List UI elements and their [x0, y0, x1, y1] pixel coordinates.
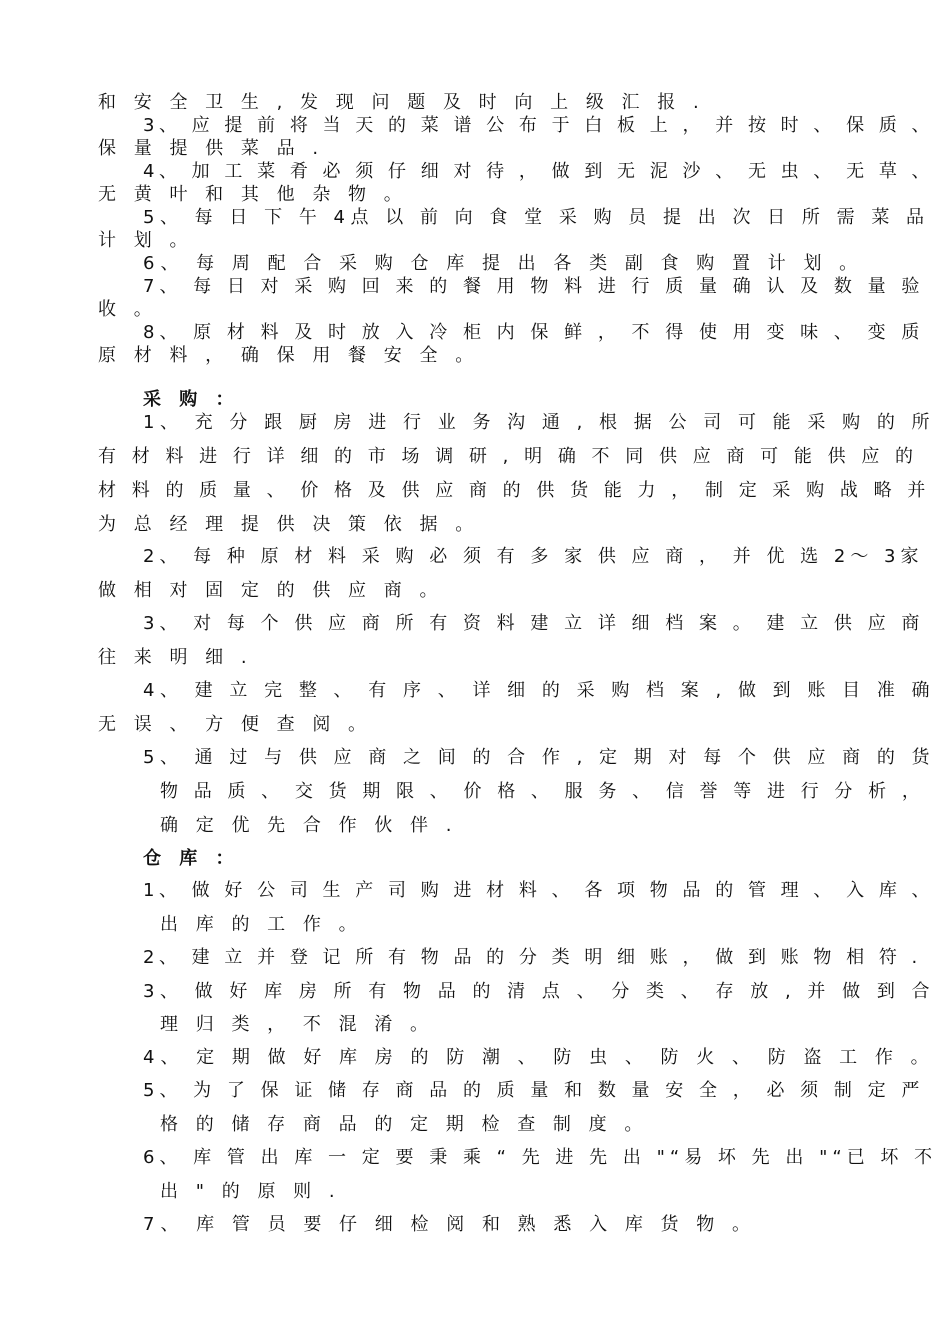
- kitchen-item-4-cont: 无 黄 叶 和 其 他 杂 物 。: [98, 184, 408, 205]
- purchasing-item-5: 5、 通 过 与 供 应 商 之 间 的 合 作 , 定 期 对 每 个 供 应 商 的 货: [143, 747, 936, 768]
- warehouse-item-1: 1、 做 好 公 司 生 产 司 购 进 材 料 、 各 项 物 品 的 管 理 、 入 库 、: [143, 880, 935, 901]
- warehouse-heading: 仓 库 ：: [143, 848, 240, 869]
- purchasing-item-2: 2、 每 种 原 材 料 采 购 必 须 有 多 家 供 应 商 ， 并 优 选 2～ 3家: [143, 546, 924, 567]
- purchasing-item-5-cont-b: 确 定 优 先 合 作 伙 伴 .: [160, 815, 458, 836]
- purchasing-item-1-cont-b: 材 料 的 质 量 、 价 格 及 供 应 商 的 供 货 能 力 ， 制 定 采 购 战 略 并: [98, 480, 931, 501]
- purchasing-item-1-cont-c: 为 总 经 理 提 供 决 策 依 据 。: [98, 514, 480, 535]
- warehouse-item-3-cont: 理 归 类 ， 不 混 淆 。: [160, 1014, 435, 1035]
- purchasing-item-1: 1、 充 分 跟 厨 房 进 行 业 务 沟 通 , 根 据 公 司 可 能 采 购 的 所: [143, 412, 936, 433]
- purchasing-item-1-cont-a: 有 材 料 进 行 详 细 的 市 场 调 研 , 明 确 不 同 供 应 商 可 能 供 应 的: [98, 446, 919, 467]
- warehouse-item-2: 2、 建 立 并 登 记 所 有 物 品 的 分 类 明 细 账 ， 做 到 账 物 相 符 .: [143, 947, 922, 968]
- kitchen-item-3: 3、 应 提 前 将 当 天 的 菜 谱 公 布 于 白 板 上 ， 并 按 时 、 保 质 、: [143, 115, 935, 136]
- warehouse-item-5: 5、 为 了 保 证 储 存 商 品 的 质 量 和 数 量 安 全 ， 必 须 制 定 严: [143, 1080, 925, 1101]
- kitchen-item-3-cont: 保 量 提 供 菜 品 .: [98, 138, 325, 159]
- purchasing-item-3: 3、 对 每 个 供 应 商 所 有 资 料 建 立 详 细 档 案 。 建 立 供 应 商: [143, 613, 925, 634]
- warehouse-item-6-cont: 出 " 的 原 则 .: [160, 1181, 341, 1202]
- purchasing-item-3-cont: 往 来 明 细 .: [98, 647, 253, 668]
- warehouse-item-3: 3、 做 好 库 房 所 有 物 品 的 清 点 、 分 类 、 存 放 , 并 做 到 合: [143, 981, 936, 1002]
- purchasing-item-4-cont: 无 误 、 方 便 查 阅 。: [98, 714, 373, 735]
- purchasing-heading: 采 购 ：: [143, 389, 240, 410]
- warehouse-item-6: 6、 库 管 出 库 一 定 要 秉 乘 “ 先 进 先 出 "“易 坏 先 出 "“已 坏 不: [143, 1147, 938, 1168]
- kitchen-item-tail: 和 安 全 卫 生 , 发 现 问 题 及 时 向 上 级 汇 报 .: [98, 92, 705, 113]
- kitchen-item-6: 6、 每 周 配 合 采 购 仓 库 提 出 各 类 副 食 购 置 计 划 。: [143, 253, 864, 274]
- kitchen-item-4: 4、 加 工 菜 肴 必 须 仔 细 对 待 ， 做 到 无 泥 沙 、 无 虫 、 无 草 、: [143, 161, 935, 182]
- warehouse-item-4: 4、 定 期 做 好 库 房 的 防 潮 、 防 虫 、 防 火 、 防 盗 工 作 。: [143, 1047, 935, 1068]
- warehouse-item-1-cont: 出 库 的 工 作 。: [160, 914, 363, 935]
- purchasing-item-2-cont: 做 相 对 固 定 的 供 应 商 。: [98, 580, 444, 601]
- kitchen-item-8-cont: 原 材 料 ， 确 保 用 餐 安 全 。: [98, 345, 480, 366]
- kitchen-item-8: 8、 原 材 料 及 时 放 入 冷 柜 内 保 鲜 ， 不 得 使 用 变 味 、 变 质: [143, 322, 925, 343]
- kitchen-item-5-cont: 计 划 。: [98, 230, 194, 251]
- purchasing-item-5-cont-a: 物 品 质 、 交 货 期 限 、 价 格 、 服 务 、 信 誉 等 进 行 分 析 ，: [160, 781, 925, 802]
- kitchen-item-7-cont: 收 。: [98, 299, 158, 320]
- kitchen-item-5: 5、 每 日 下 午 4点 以 前 向 食 堂 采 购 员 提 出 次 日 所 需 菜 品: [143, 207, 930, 228]
- purchasing-item-4: 4、 建 立 完 整 、 有 序 、 详 细 的 采 购 档 案 , 做 到 账 目 准 确: [143, 680, 936, 701]
- warehouse-item-5-cont: 格 的 储 存 商 品 的 定 期 检 查 制 度 。: [160, 1114, 649, 1135]
- warehouse-item-7: 7、 库 管 员 要 仔 细 检 阅 和 熟 悉 入 库 货 物 。: [143, 1214, 756, 1235]
- kitchen-item-7: 7、 每 日 对 采 购 回 来 的 餐 用 物 料 进 行 质 量 确 认 及 数 量 验: [143, 276, 925, 297]
